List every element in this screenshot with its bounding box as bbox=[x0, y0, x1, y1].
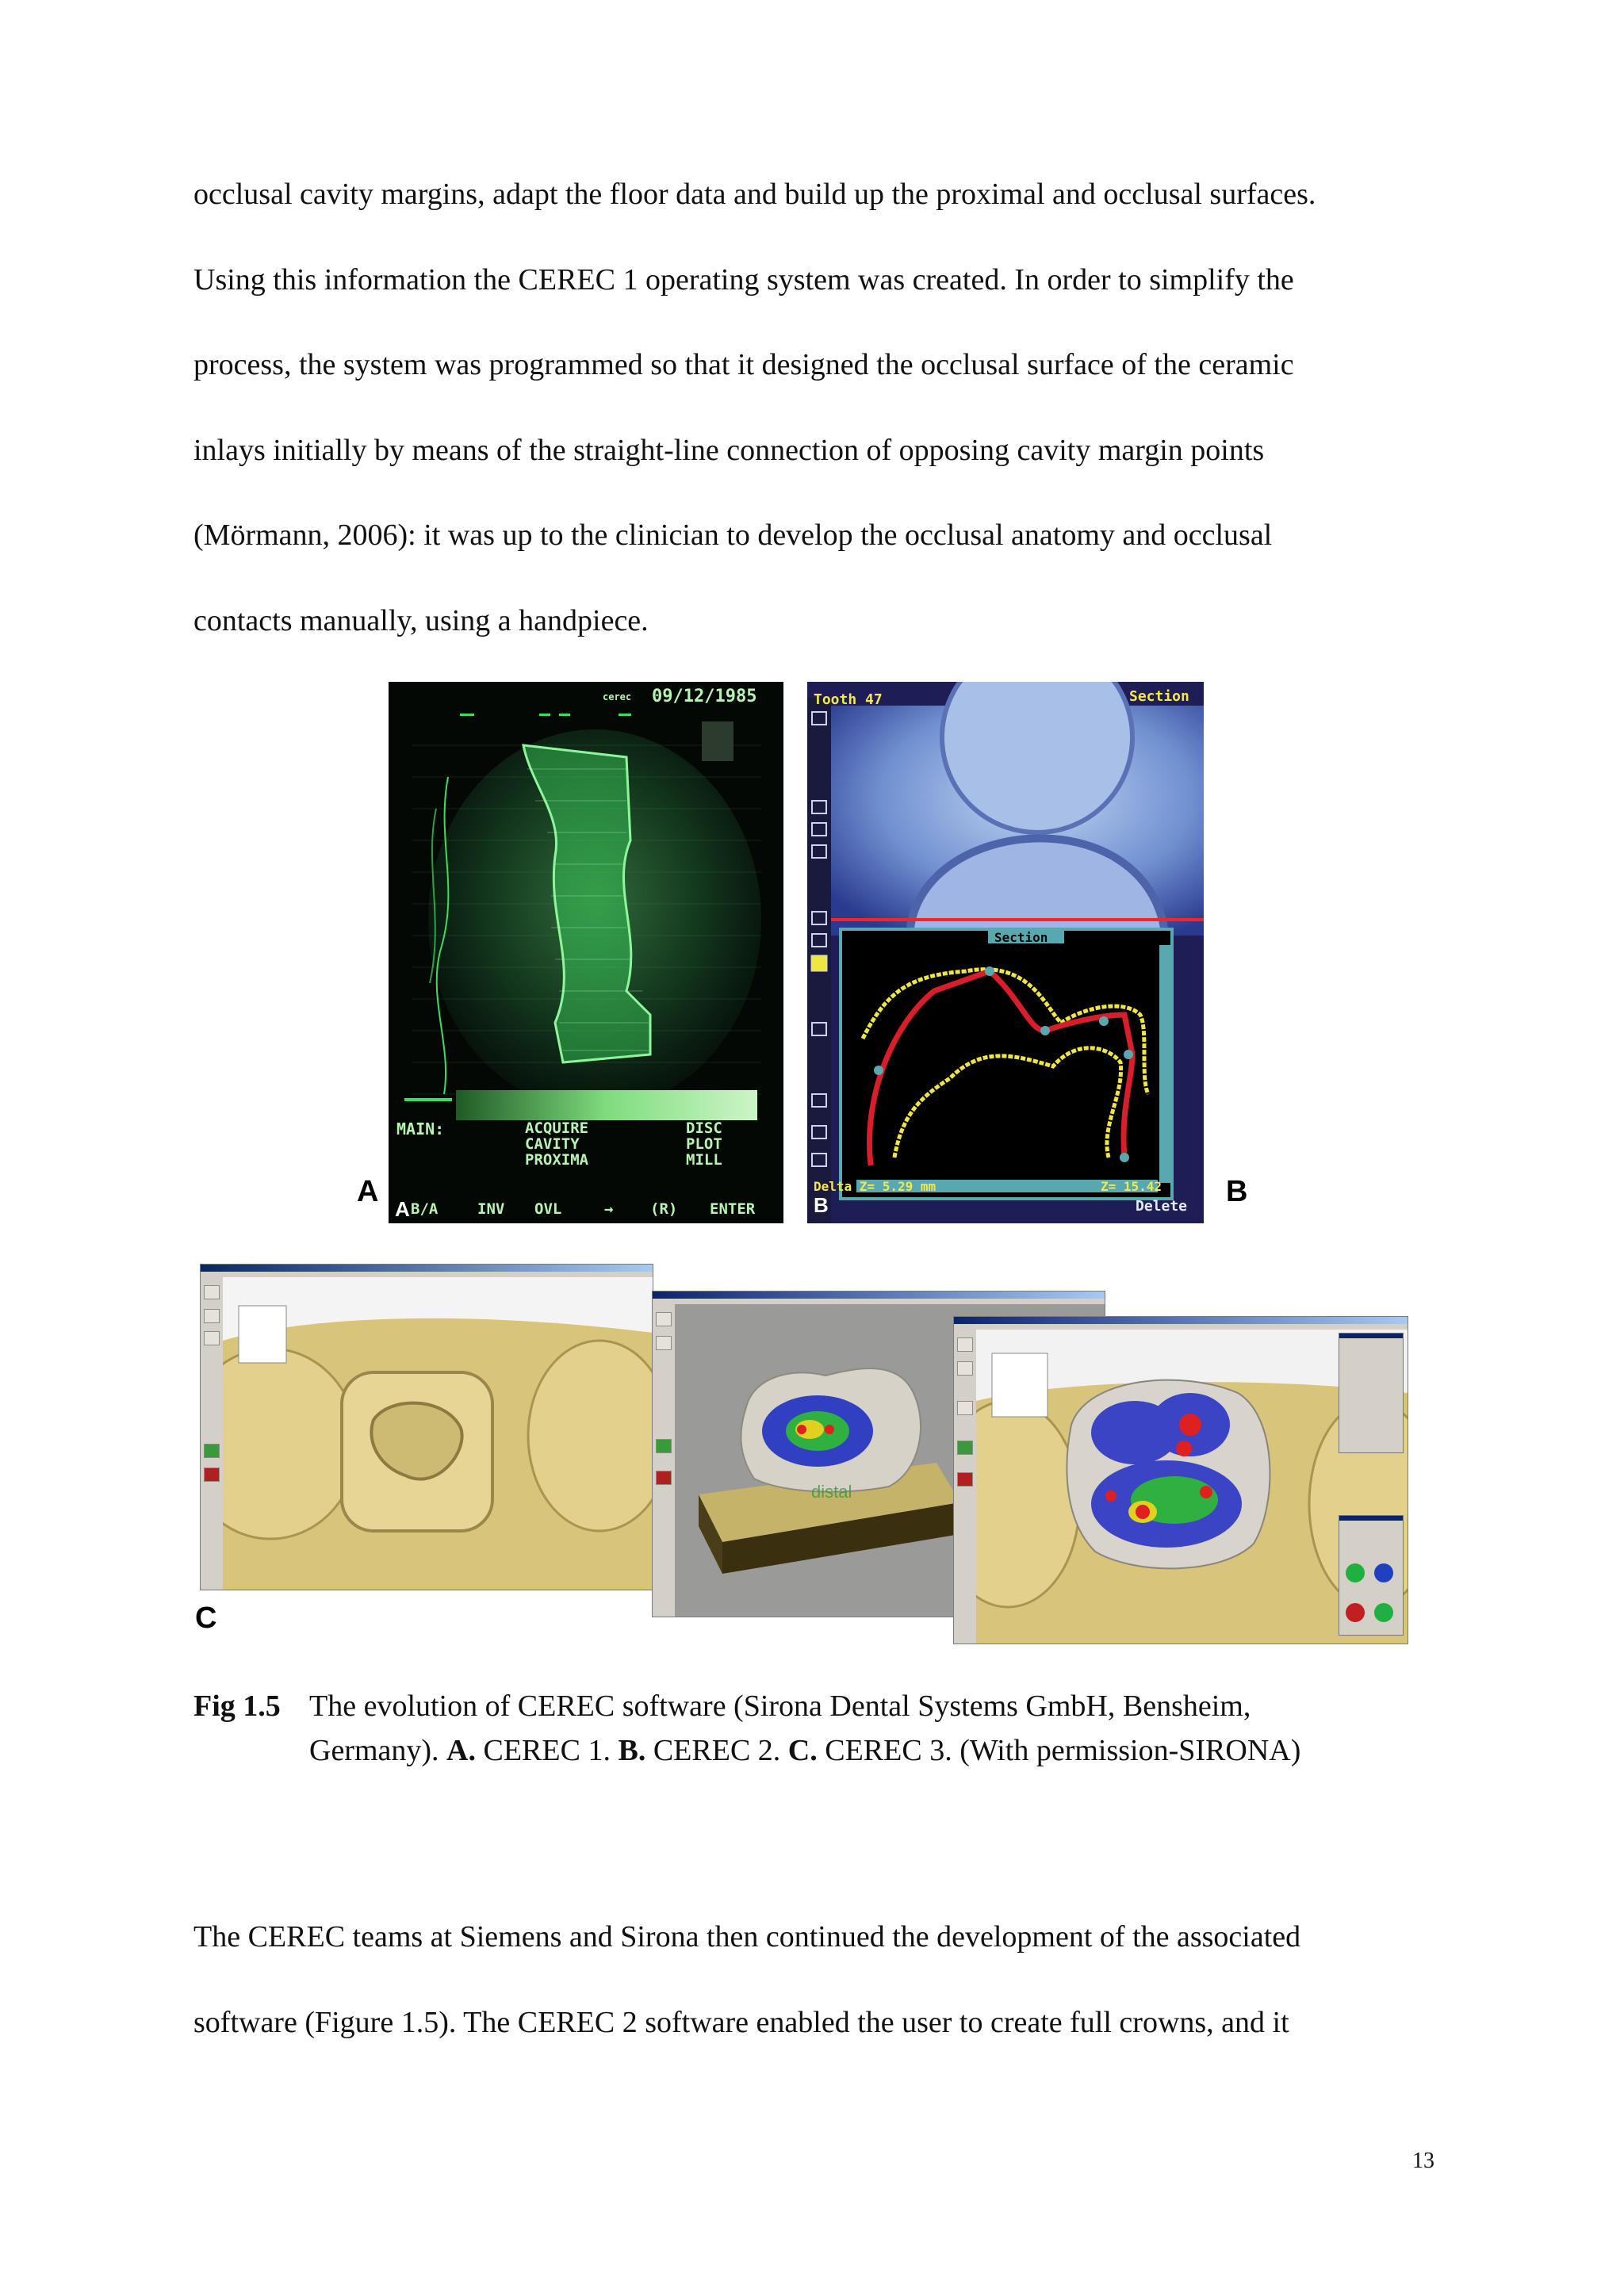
window-toolbar bbox=[954, 1330, 977, 1644]
main-label: MAIN: bbox=[396, 1119, 445, 1138]
delta-z-readout: Delta Z= 5.29 mm bbox=[814, 1179, 936, 1194]
main-menu-col1 bbox=[525, 1120, 588, 1168]
caption-label: Fig 1.5 bbox=[193, 1689, 281, 1723]
distal-watermark: distal bbox=[811, 1482, 852, 1502]
caption-body bbox=[309, 1684, 1499, 1773]
red-arrow-icon bbox=[204, 1468, 220, 1482]
caption-line-1: The evolution of CEREC software (Sirona Dental Systems GmbH, Bensheim, bbox=[309, 1689, 1251, 1723]
menu-item-plot: PLOT bbox=[686, 1135, 722, 1153]
text-line: Using this information the CEREC 1 operating system was created. In order to simplify the bbox=[193, 262, 1294, 297]
delete-button: Delete bbox=[1136, 1198, 1188, 1215]
tool-green-icon bbox=[1346, 1563, 1365, 1582]
text-line: inlays initially by means of the straight-line connection of opposing cavity margin points bbox=[193, 433, 1265, 467]
caption-line-2 bbox=[309, 1728, 1499, 1773]
text-line: occlusal cavity margins, adapt the floor data and build up the proximal and occlusal surfaces. bbox=[193, 178, 1316, 211]
window-titlebar bbox=[653, 1292, 1105, 1299]
caption-text: CEREC 3. (With permission-SIRONA) bbox=[817, 1734, 1301, 1767]
view-panel bbox=[1339, 1333, 1404, 1453]
menu-item-acquire: ACQUIRE bbox=[525, 1119, 589, 1137]
green-arrow-icon bbox=[204, 1444, 220, 1458]
red-arrow-icon bbox=[957, 1472, 973, 1487]
tool-blue-icon bbox=[1374, 1563, 1393, 1582]
menu-item-cavity: CAVITY bbox=[525, 1135, 580, 1153]
z-readout: Z= 15.42 bbox=[1101, 1179, 1162, 1194]
green-arrow-icon bbox=[656, 1439, 672, 1453]
fkey-ovl: OVL bbox=[534, 1200, 562, 1218]
section-label: Section bbox=[1129, 688, 1189, 705]
fkey-r: (R) bbox=[650, 1200, 678, 1218]
body-paragraph-top bbox=[193, 152, 1494, 664]
tool-green2-icon bbox=[1374, 1603, 1393, 1622]
fkey-inv: INV bbox=[477, 1200, 505, 1218]
text-line: The CEREC teams at Siemens and Sirona then continued the development of the associated bbox=[193, 1920, 1301, 1954]
cerec1-screenshot bbox=[389, 682, 783, 1223]
fkey-arrow: → bbox=[604, 1200, 614, 1218]
panel-b-letter: B bbox=[1226, 1175, 1248, 1208]
main-menu-col2 bbox=[686, 1120, 722, 1168]
fkey-ba: B/A bbox=[411, 1200, 439, 1218]
tooth-label: Tooth 47 bbox=[814, 691, 883, 708]
cerec3-window-1 bbox=[200, 1264, 653, 1590]
panel-a-letter: A bbox=[357, 1175, 379, 1208]
cerec-brand: cerec bbox=[603, 691, 632, 702]
cerec3-window-3 bbox=[953, 1316, 1408, 1644]
panel-a-inner-letter: A bbox=[395, 1197, 410, 1221]
tool-button bbox=[204, 1309, 220, 1323]
menu-item-mill: MILL bbox=[686, 1151, 722, 1169]
tool-button bbox=[204, 1285, 220, 1299]
window-titlebar bbox=[954, 1317, 1408, 1324]
caption-text: Germany). bbox=[309, 1734, 447, 1767]
cerec2-scan-image bbox=[807, 682, 1204, 1223]
window-titlebar bbox=[201, 1265, 653, 1272]
green-arrow-icon bbox=[957, 1441, 973, 1455]
tool-button bbox=[656, 1336, 672, 1350]
menu-item-disc: DISC bbox=[686, 1119, 722, 1137]
panel-b-inner-letter: B bbox=[814, 1193, 829, 1217]
text-line: (Mörmann, 2006): it was up to the clinician to develop the occlusal anatomy and occlusal bbox=[193, 519, 1273, 552]
window-toolbar bbox=[201, 1277, 224, 1590]
tool-button bbox=[656, 1312, 672, 1326]
caption-text: CEREC 2. bbox=[645, 1734, 788, 1767]
cerec1-function-bar bbox=[389, 1196, 783, 1219]
tool-button bbox=[957, 1401, 973, 1415]
caption-c-label: C. bbox=[787, 1734, 818, 1767]
caption-a-label: A. bbox=[446, 1734, 476, 1767]
menu-item-proxima: PROXIMA bbox=[525, 1151, 589, 1169]
text-line: contacts manually, using a handpiece. bbox=[193, 603, 649, 637]
screen-date: 09/12/1985 bbox=[652, 687, 757, 706]
body-paragraph-bottom bbox=[193, 1895, 1494, 2065]
design-panel bbox=[1339, 1515, 1404, 1636]
tool-button bbox=[957, 1361, 973, 1376]
tool-red-icon bbox=[1346, 1603, 1365, 1622]
fkey-enter: ENTER bbox=[710, 1200, 756, 1218]
red-arrow-icon bbox=[656, 1471, 672, 1485]
tool-button bbox=[957, 1337, 973, 1352]
caption-text: CEREC 1. bbox=[476, 1734, 619, 1767]
panel-c-letter: C bbox=[195, 1601, 217, 1635]
tool-button bbox=[204, 1331, 220, 1345]
caption-b-label: B. bbox=[618, 1734, 646, 1767]
page-number: 13 bbox=[1412, 2149, 1434, 2173]
cerec3-model-view-1 bbox=[223, 1277, 653, 1590]
inner-section-label: Section bbox=[994, 930, 1048, 945]
window-toolbar bbox=[653, 1304, 676, 1617]
text-line: process, the system was programmed so that it designed the occlusal surface of the ceramic bbox=[193, 348, 1294, 381]
cerec2-screenshot bbox=[807, 682, 1204, 1223]
text-line: software (Figure 1.5). The CEREC 2 software enabled the user to create full crowns, and it bbox=[193, 2005, 1289, 2039]
